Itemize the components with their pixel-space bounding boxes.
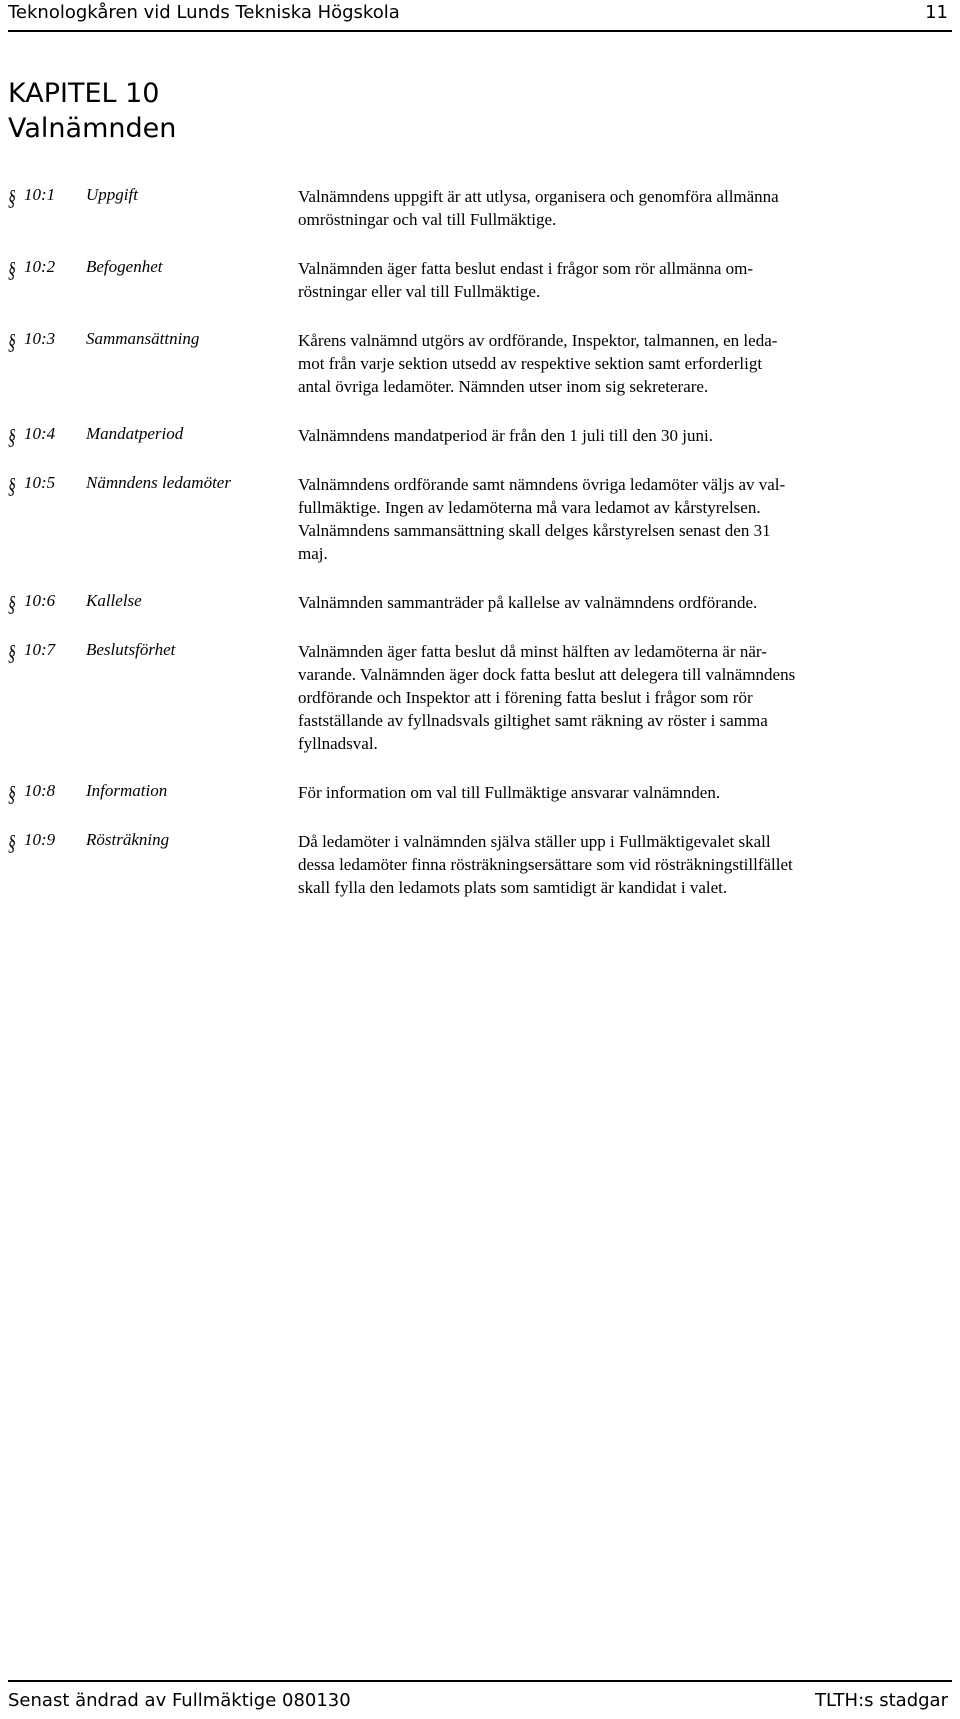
section-title: Sammansättning <box>86 329 200 348</box>
section-text <box>298 257 952 303</box>
section-number: 10:1 <box>24 185 56 204</box>
section-text-line: fyllnadsval. <box>298 734 378 753</box>
chapter-label: KAPITEL 10 <box>8 78 160 109</box>
section-row <box>8 591 952 614</box>
section-text-line: fastställande av fyllnadsvals giltighet samt räkning av röster i samma <box>298 711 768 730</box>
section-text-line: varande. Valnämnden äger dock fatta beslut att delegera till valnämndens <box>298 665 796 684</box>
section-row <box>8 473 952 565</box>
section-text-line: Valnämndens sammansättning skall delges kårstyrelsen senast den 31 <box>298 521 771 540</box>
page-header <box>8 0 952 32</box>
section-text <box>298 473 952 565</box>
section-number: 10:3 <box>24 329 56 348</box>
section-text-line: Valnämndens uppgift är att utlysa, organisera och genomföra allmänna <box>298 187 779 206</box>
chapter-heading <box>8 76 176 146</box>
section-text <box>298 830 952 899</box>
section-text-line: dessa ledamöter finna rösträkningsersättare som vid rösträkningstillfället <box>298 855 793 874</box>
section-text-line: Då ledamöter i valnämnden själva ställer upp i Fullmäktigevalet skall <box>298 832 771 851</box>
section-text-line: Kårens valnämnd utgörs av ordförande, Inspektor, talmannen, en leda- <box>298 331 778 350</box>
section-symbol: § <box>8 329 16 354</box>
section-text-line: omröstningar och val till Fullmäktige. <box>298 210 557 229</box>
section-symbol: § <box>8 185 16 210</box>
section-number: 10:8 <box>24 781 56 800</box>
section-symbol: § <box>8 830 16 855</box>
section-text-line: Valnämndens mandatperiod är från den 1 juli till den 30 juni. <box>298 426 713 445</box>
section-row <box>8 185 952 231</box>
footer-revision: Senast ändrad av Fullmäktige 080130 <box>8 1690 351 1711</box>
section-text-line: mot från varje sektion utsedd av respektive sektion samt erforderligt <box>298 354 763 373</box>
section-number: 10:2 <box>24 257 56 276</box>
page-number: 11 <box>925 2 948 23</box>
section-text <box>298 329 952 398</box>
section-symbol: § <box>8 640 16 665</box>
section-title: Uppgift <box>86 185 138 204</box>
section-symbol: § <box>8 781 16 806</box>
section-title: Mandatperiod <box>86 424 184 443</box>
section-row <box>8 781 952 804</box>
section-text <box>298 781 952 804</box>
section-symbol: § <box>8 424 16 449</box>
footer-document-name: TLTH:s stadgar <box>815 1690 948 1711</box>
section-text-line: maj. <box>298 544 328 563</box>
section-text-line: fullmäktige. Ingen av ledamöterna må vara ledamot av kårstyrelsen. <box>298 498 761 517</box>
section-row <box>8 329 952 398</box>
chapter-name: Valnämnden <box>8 113 177 144</box>
section-number: 10:5 <box>24 473 56 492</box>
section-text <box>298 591 952 614</box>
section-title: Beslutsförhet <box>86 640 176 659</box>
section-text-line: Valnämndens ordförande samt nämndens övriga ledamöter väljs av val- <box>298 475 786 494</box>
section-text-line: skall fylla den ledamots plats som samtidigt är kandidat i valet. <box>298 878 728 897</box>
section-symbol: § <box>8 473 16 498</box>
section-text <box>298 640 952 755</box>
section-text-line: antal övriga ledamöter. Nämnden utser inom sig sekreterare. <box>298 377 709 396</box>
section-text-line: ordförande och Inspektor att i förening fatta beslut i frågor som rör <box>298 688 753 707</box>
section-text <box>298 185 952 231</box>
section-symbol: § <box>8 257 16 282</box>
section-title: Kallelse <box>86 591 142 610</box>
section-row <box>8 424 952 447</box>
section-number: 10:9 <box>24 830 56 849</box>
section-row <box>8 640 952 755</box>
section-number: 10:7 <box>24 640 56 659</box>
section-list <box>8 185 952 925</box>
section-text-line: röstningar eller val till Fullmäktige. <box>298 282 541 301</box>
section-row <box>8 830 952 899</box>
section-text <box>298 424 952 447</box>
section-number: 10:6 <box>24 591 56 610</box>
section-symbol: § <box>8 591 16 616</box>
section-title: Nämndens ledamöter <box>86 473 231 492</box>
section-title: Rösträkning <box>86 830 170 849</box>
section-text-line: Valnämnden äger fatta beslut då minst hälften av ledamöterna är när- <box>298 642 767 661</box>
section-text-line: Valnämnden sammanträder på kallelse av valnämndens ordförande. <box>298 593 758 612</box>
section-row <box>8 257 952 303</box>
page-footer <box>8 1680 952 1714</box>
section-text-line: Valnämnden äger fatta beslut endast i frågor som rör allmänna om- <box>298 259 754 278</box>
section-number: 10:4 <box>24 424 56 443</box>
header-title: Teknologkåren vid Lunds Tekniska Högskola <box>8 2 400 23</box>
section-title: Befogenhet <box>86 257 163 276</box>
section-title: Information <box>86 781 168 800</box>
section-text-line: För information om val till Fullmäktige ansvarar valnämnden. <box>298 783 721 802</box>
